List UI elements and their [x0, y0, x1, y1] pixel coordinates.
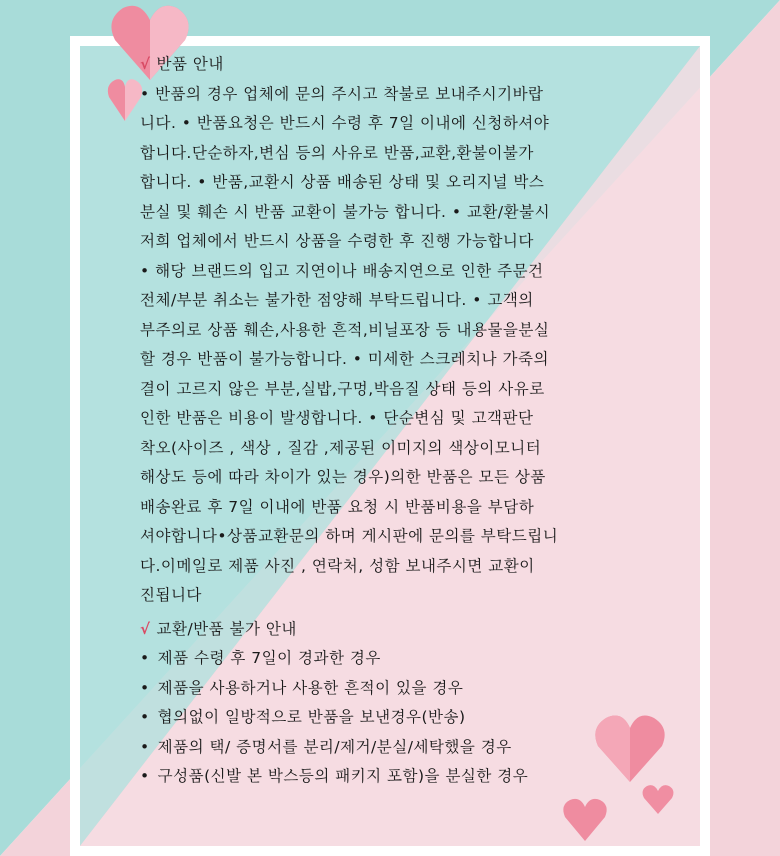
section-title: 교환/반품 불가 안내 — [156, 619, 297, 638]
section-heading-return-guide — [140, 50, 640, 80]
list-item — [140, 762, 640, 792]
body-line: 저희 업체에서 반드시 상품을 수령한 후 진행 가능합니다 — [140, 232, 534, 250]
body-line: 할 경우 반품이 불가능합니다. • 미세한 스크레치나 가죽의 — [140, 350, 549, 368]
no-return-list — [140, 644, 640, 792]
check-icon: √ — [140, 619, 151, 638]
body-line: 합니다. • 반품,교환시 상품 배송된 상태 및 오리지널 박스 — [140, 173, 545, 191]
heart-icon-bottom-small — [640, 782, 676, 818]
body-line: 전체/부분 취소는 불가한 점양해 부탁드립니다. • 고객의 — [140, 291, 534, 309]
list-item-text: 제품 수령 후 7일이 경과한 경우 — [157, 649, 381, 667]
body-line: 결이 고르지 않은 부분,실밥,구멍,박음질 상태 등의 사유로 — [140, 379, 545, 398]
list-item — [140, 733, 640, 763]
body-line: 착오(사이즈 , 색상 , 질감 ,제공된 이미지의 색상이모니터 — [140, 438, 542, 457]
return-guide-body — [140, 80, 640, 611]
check-icon: √ — [140, 55, 151, 73]
list-item — [140, 703, 640, 733]
document-content — [140, 50, 640, 792]
list-item-text: 협의없이 일방적으로 반품을 보낸경우(반송) — [157, 708, 466, 726]
section-title: 반품 안내 — [156, 55, 224, 73]
body-line: • 해당 브랜드의 입고 지연이나 배송지연으로 인한 주문건 — [140, 261, 544, 280]
list-item-text: 제품의 택/ 증명서를 분리/제거/분실/세탁했을 경우 — [157, 737, 512, 756]
bullet: • — [140, 678, 150, 697]
body-line: 배송완료 후 7일 이내에 반품 요청 시 반품비용을 부담하 — [140, 497, 535, 516]
body-line: 부주의로 상품 훼손,사용한 흔적,비닐포장 등 내용물을분실 — [140, 320, 550, 339]
body-line: 분실 및 훼손 시 반품 교환이 불가능 합니다. • 교환/환불시 — [140, 202, 551, 221]
body-line: 합니다.단순하자,변심 등의 사유로 반품,교환,환불이불가 — [140, 143, 534, 162]
body-line: • 반품의 경우 업체에 문의 주시고 착불로 보내주시기바랍 — [140, 84, 544, 103]
section-heading-no-return — [140, 615, 640, 645]
body-line: 니다. • 반품요청은 반드시 수령 후 7일 이내에 신청하셔야 — [140, 114, 550, 132]
heart-icon-bottom-mid — [560, 795, 610, 845]
heart-icon-left — [105, 75, 145, 125]
bullet: • — [140, 708, 150, 726]
list-item-text: 제품을 사용하거나 사용한 흔적이 있을 경우 — [157, 678, 464, 697]
body-line: 인한 반품은 비용이 발생합니다. • 단순변심 및 고객판단 — [140, 409, 534, 427]
list-item — [140, 674, 640, 704]
list-item — [140, 644, 640, 674]
bullet: • — [140, 649, 150, 667]
body-line: 진됩니다 — [140, 586, 202, 604]
body-line: 다.이메일로 제품 사진 , 연락처, 성함 보내주시면 교환이 — [140, 556, 535, 575]
body-line: 해상도 등에 따라 차이가 있는 경우)의한 반품은 모든 상품 — [140, 468, 546, 486]
body-line: 셔야합니다•상품교환문의 하며 게시판에 문의를 부탁드립니 — [140, 527, 559, 545]
bullet: • — [140, 737, 150, 756]
list-item-text: 구성품(신발 본 박스등의 패키지 포함)을 분실한 경우 — [157, 767, 529, 785]
bullet: • — [140, 767, 150, 785]
